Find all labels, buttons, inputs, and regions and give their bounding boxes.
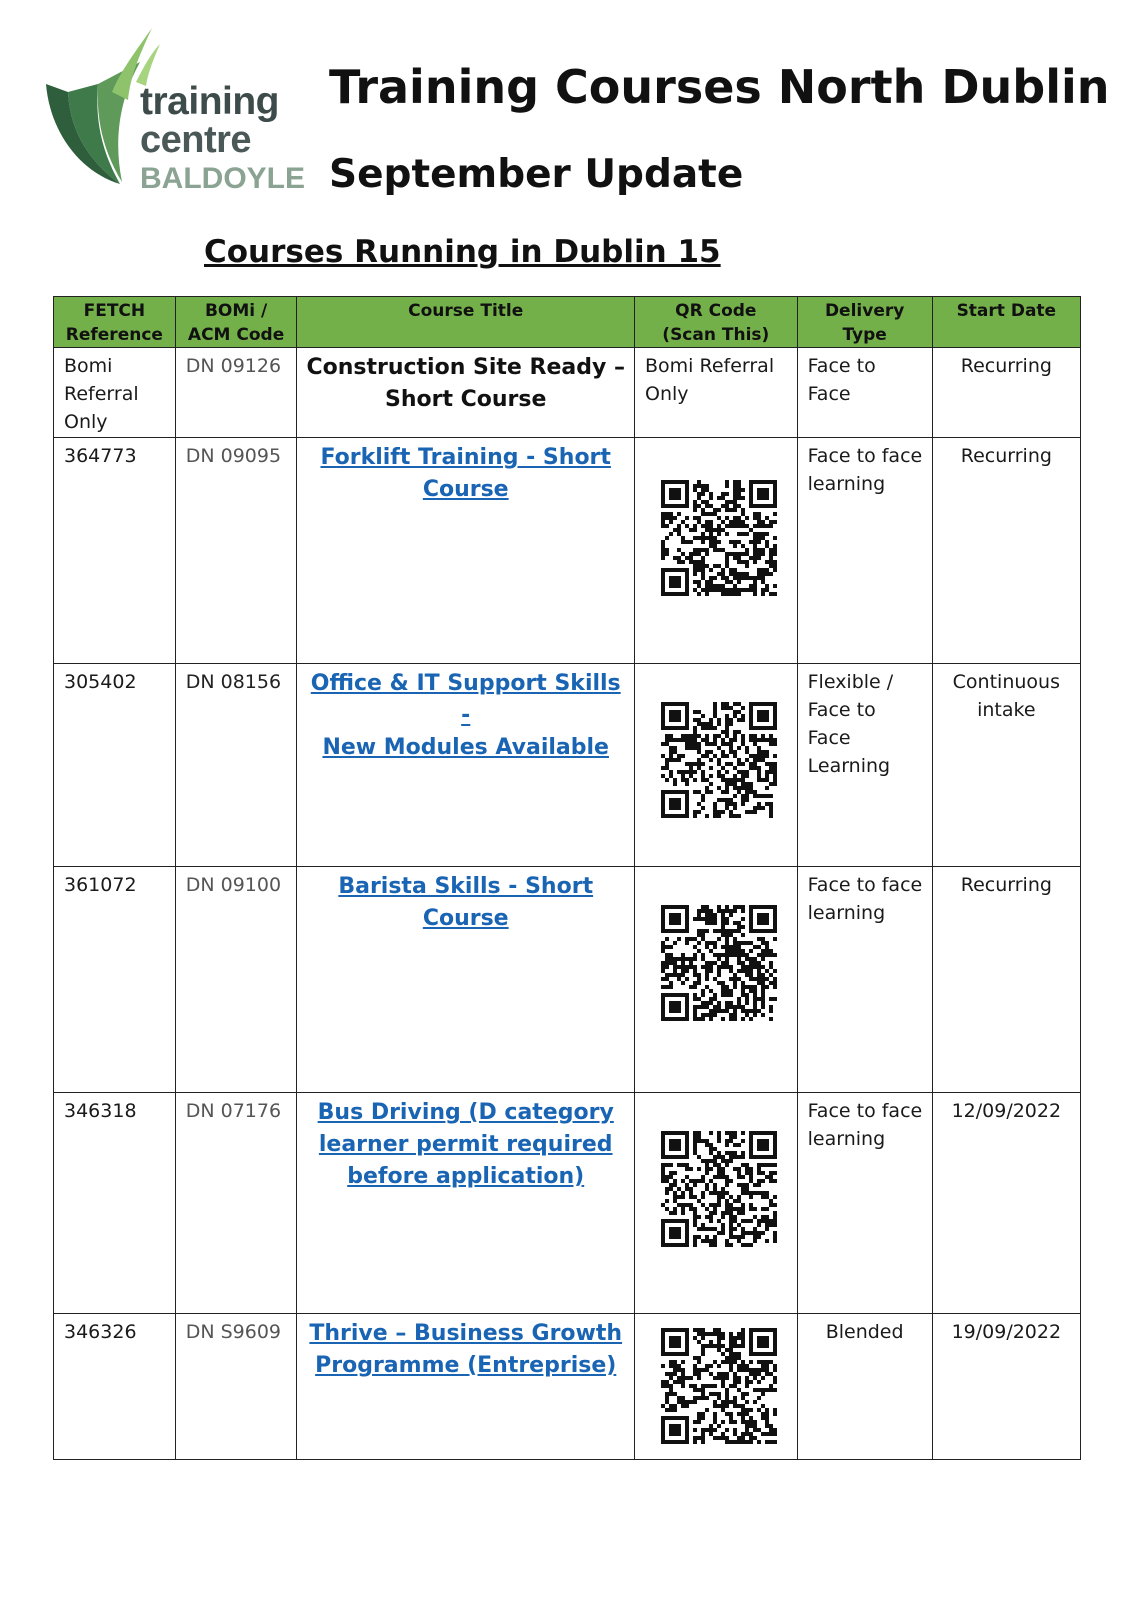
- course-link-forklift[interactable]: Forklift Training - Short Course: [320, 445, 611, 502]
- delivery-type-cell: Face to Face: [797, 348, 932, 438]
- start-date-cell: 12/09/2022: [932, 1093, 1080, 1314]
- header-start-date: Start Date: [932, 297, 1080, 348]
- fetch-reference-cell: 346326: [54, 1314, 176, 1460]
- course-link-barista[interactable]: Barista Skills - Short Course: [338, 874, 594, 931]
- course-link-office-it[interactable]: Office & IT Support Skills - New Modules Available: [310, 671, 621, 760]
- fetch-reference-cell: 361072: [54, 867, 176, 1093]
- table-row: [54, 1093, 1081, 1314]
- start-date-cell: Continuous intake: [932, 664, 1080, 867]
- fetch-reference-cell: 364773: [54, 438, 176, 664]
- header-qr-code: QR Code (Scan This): [634, 297, 797, 348]
- header-bomi-acm-code: BOMi / ACM Code: [175, 297, 297, 348]
- qr-code-cell: [634, 664, 797, 867]
- course-title-cell: [297, 438, 635, 664]
- qr-text-cell: Bomi Referral Only: [634, 348, 797, 438]
- table-row: [54, 438, 1081, 664]
- logo-text-centre: centre: [140, 119, 252, 161]
- fetch-reference-cell: 346318: [54, 1093, 176, 1314]
- fetch-reference-cell: Bomi Referral Only: [54, 348, 176, 438]
- table-header-row: [54, 297, 1081, 348]
- delivery-type-cell: Face to face learning: [797, 867, 932, 1093]
- bomi-code-cell: DN S9609: [175, 1314, 297, 1460]
- course-title-cell: [297, 1314, 635, 1460]
- course-link-bus-driving[interactable]: Bus Driving (D category learner permit required before application): [317, 1100, 614, 1189]
- table-row: [54, 1314, 1081, 1460]
- bomi-code-cell: DN 09100: [175, 867, 297, 1093]
- logo-text-baldoyle: BALDOYLE: [140, 162, 305, 195]
- qr-code-cell: [634, 438, 797, 664]
- qr-code-cell: [634, 867, 797, 1093]
- bomi-code-cell: DN 09095: [175, 438, 297, 664]
- start-date-cell: 19/09/2022: [932, 1314, 1080, 1460]
- qr-code-cell: [634, 1314, 797, 1460]
- course-title-cell: [297, 1093, 635, 1314]
- qr-code-icon[interactable]: [661, 1131, 777, 1247]
- header-fetch-reference: FETCH Reference: [54, 297, 176, 348]
- start-date-cell: Recurring: [932, 867, 1080, 1093]
- bomi-code-cell: DN 08156: [175, 664, 297, 867]
- header-delivery-type: Delivery Type: [797, 297, 932, 348]
- table-row: [54, 348, 1081, 438]
- qr-code-icon[interactable]: [661, 1328, 777, 1444]
- training-centre-logo: [40, 22, 305, 202]
- delivery-type-cell: Face to face learning: [797, 1093, 932, 1314]
- courses-table: [53, 296, 1081, 1460]
- table-row: [54, 664, 1081, 867]
- header-course-title: Course Title: [297, 297, 635, 348]
- qr-code-icon[interactable]: [661, 480, 777, 596]
- course-link-thrive[interactable]: Thrive – Business Growth Programme (Entreprise): [309, 1321, 623, 1378]
- fetch-reference-cell: 305402: [54, 664, 176, 867]
- course-title-cell: [297, 867, 635, 1093]
- table-row: [54, 867, 1081, 1093]
- course-title-cell: Construction Site Ready – Short Course: [297, 348, 635, 438]
- page-subtitle: September Update: [329, 152, 744, 197]
- logo-text-training: training: [140, 80, 279, 123]
- delivery-type-cell: Face to face learning: [797, 438, 932, 664]
- section-heading: Courses Running in Dublin 15: [204, 234, 721, 270]
- delivery-type-cell: Flexible / Face to Face Learning: [797, 664, 932, 867]
- qr-code-icon[interactable]: [661, 702, 777, 818]
- start-date-cell: Recurring: [932, 438, 1080, 664]
- bomi-code-cell: DN 09126: [175, 348, 297, 438]
- course-title-cell: [297, 664, 635, 867]
- qr-code-cell: [634, 1093, 797, 1314]
- qr-code-icon[interactable]: [661, 905, 777, 1021]
- delivery-type-cell: Blended: [797, 1314, 932, 1460]
- page-title: Training Courses North Dublin: [329, 60, 1110, 114]
- bomi-code-cell: DN 07176: [175, 1093, 297, 1314]
- start-date-cell: Recurring: [932, 348, 1080, 438]
